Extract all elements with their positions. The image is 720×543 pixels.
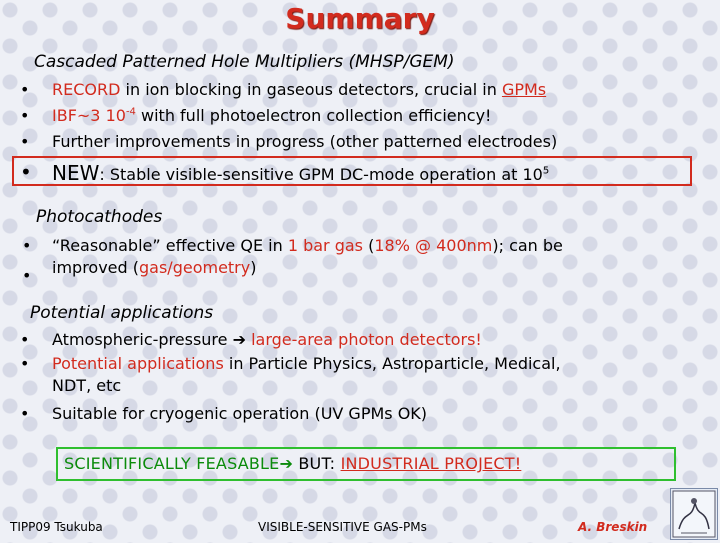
section1-heading: Cascaded Patterned Hole Multipliers (MHSP/GEM)	[34, 52, 455, 72]
section2-bullet1: “Reasonable” effective QE in 1 bar gas (18% @ 400nm); can be	[52, 236, 563, 255]
bullet-marker: •	[20, 80, 30, 99]
footer-right: A. Breskin	[578, 520, 648, 534]
arrow-icon: ➔	[279, 454, 294, 473]
bullet-marker: •	[20, 106, 30, 125]
footer-center: VISIBLE-SENSITIVE GAS-PMs	[258, 520, 427, 534]
section2-bullet1-line2: improved (gas/geometry)	[52, 258, 257, 277]
logo-graphic	[671, 489, 717, 539]
bullet-marker: •	[20, 404, 30, 423]
bullet-marker: •	[20, 330, 30, 349]
bullet-marker: •	[20, 132, 30, 151]
bullet-marker: •	[20, 354, 30, 373]
footer-left: TIPP09 Tsukuba	[10, 520, 103, 534]
section1-bullet2: IBF~3 $10^{-4}$ with full photoelectron collection efficiency!	[52, 106, 492, 125]
feasibility-banner: SCIENTIFICALLY FEASABLE➔ BUT: INDUSTRIAL PROJECT!	[64, 454, 522, 473]
bullet-marker: •	[22, 266, 32, 285]
slide-title: Summary	[285, 2, 435, 35]
section3-bullet3: Suitable for cryogenic operation (UV GPMs OK)	[52, 404, 428, 423]
section1-bullet4: NEW: Stable visible-sensitive GPM DC-mode operation at $10^5$	[52, 161, 550, 185]
section3-bullet2-line2: NDT, etc	[52, 376, 122, 395]
section3-heading: Potential applications	[30, 303, 214, 323]
record-label: RECORD	[52, 80, 121, 99]
institution-logo-icon	[670, 488, 718, 540]
section3-bullet2: Potential applications in Particle Physics, Astroparticle, Medical,	[52, 354, 561, 373]
new-label: NEW	[52, 161, 100, 185]
arrow-icon: ➔	[232, 330, 246, 349]
ibf-label: IBF~3 10	[52, 106, 126, 125]
section1-bullet1: RECORD in ion blocking in gaseous detectors, crucial in GPMs	[52, 80, 547, 99]
bullet-marker: •	[22, 236, 32, 255]
gpms-label: GPMs	[501, 80, 547, 99]
section1-bullet3: Further improvements in progress (other patterned electrodes)	[52, 132, 558, 151]
section2-heading: Photocathodes	[36, 207, 163, 227]
section3-bullet1: Atmospheric-pressure ➔ large-area photon detectors!	[52, 330, 482, 349]
bullet-marker: •	[20, 160, 32, 184]
